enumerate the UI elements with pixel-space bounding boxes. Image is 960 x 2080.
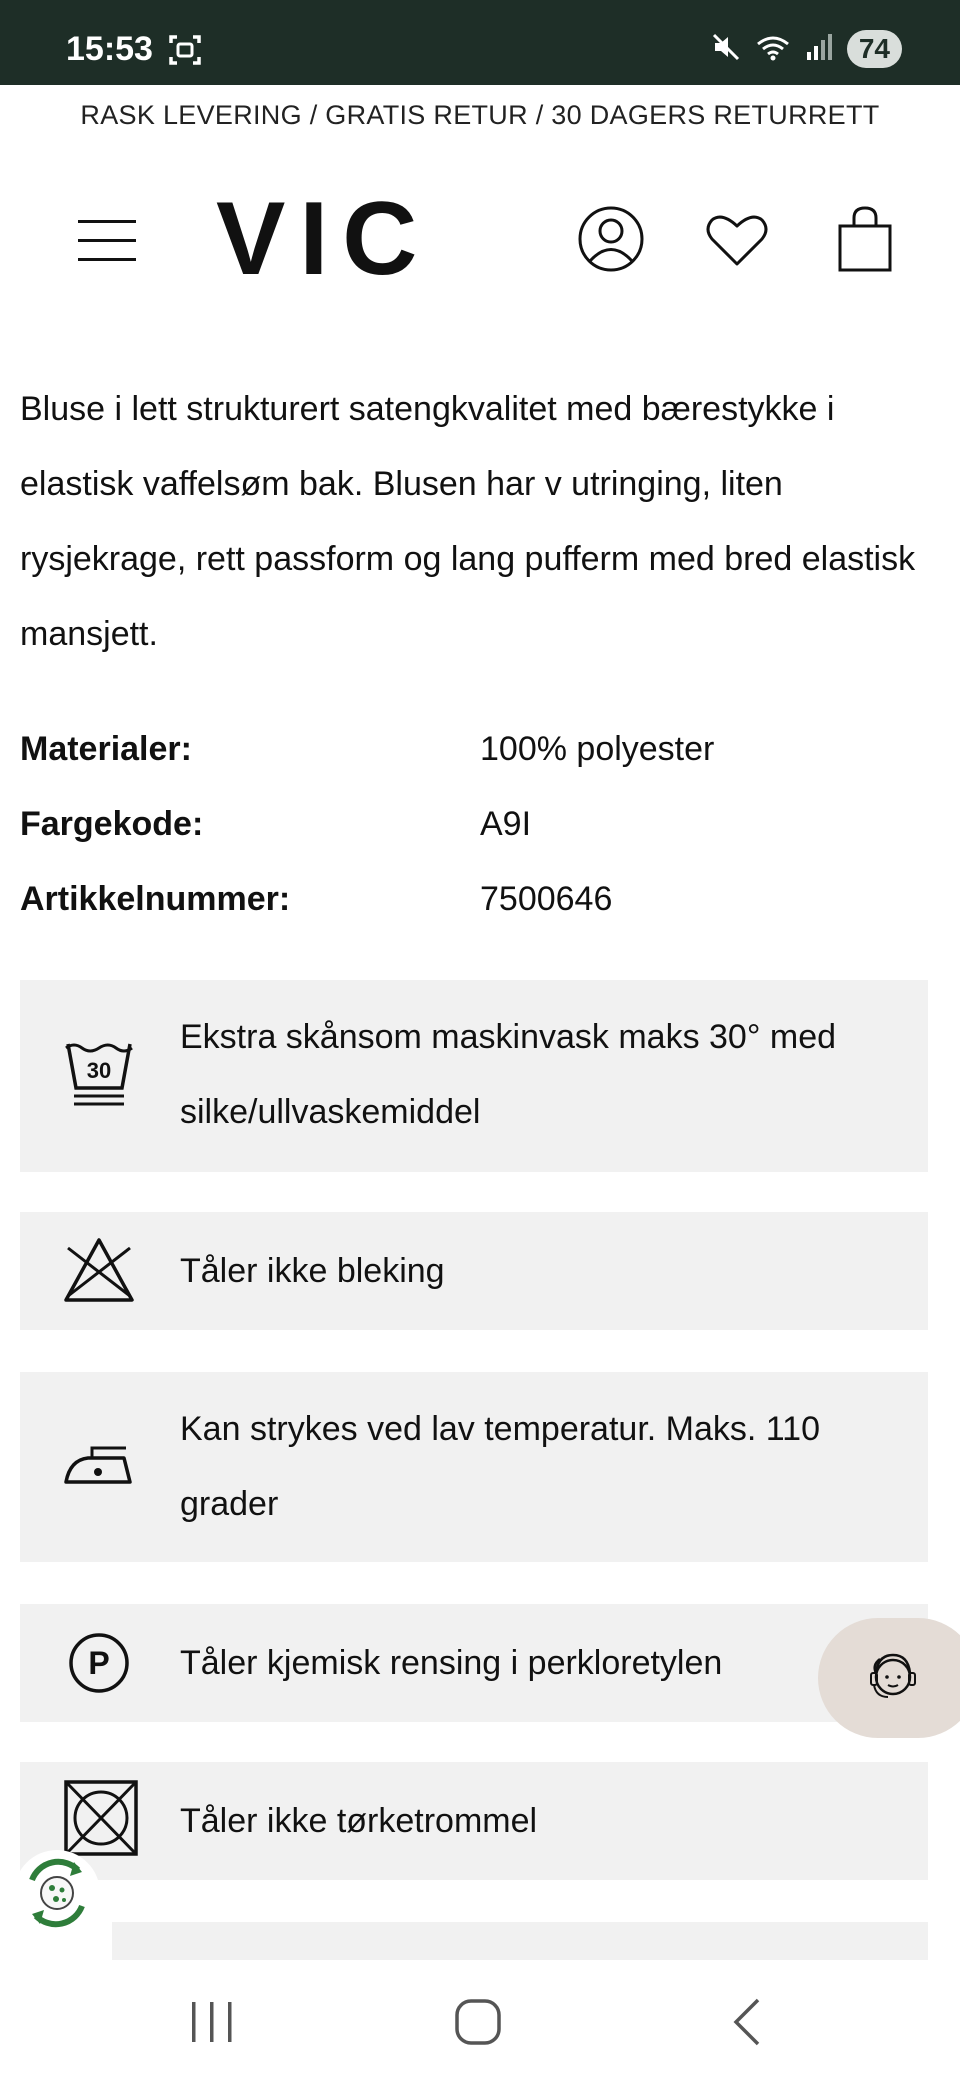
dry-clean-symbol: P	[88, 1645, 110, 1681]
product-description: Bluse i lett strukturert satengkvalitet med bærestykke i elastisk vaffelsøm bak. Blusen har v utringing, liten rysjekrage, rett passform og lang pufferm med bred elastisk mansjett.	[20, 390, 916, 653]
care-text: Kan strykes ved lav temperatur. Maks. 110 grader	[180, 1410, 820, 1523]
customer-service-chat-button[interactable]	[818, 1618, 960, 1738]
no-tumble-dry-icon	[62, 1778, 136, 1852]
recycle-icon	[14, 1850, 100, 1936]
eco-badge[interactable]	[14, 1850, 100, 1936]
product-specs	[20, 712, 940, 937]
support-agent-icon	[858, 1643, 928, 1713]
battery-indicator: 74	[847, 30, 902, 68]
spec-row-article-number	[20, 862, 940, 937]
care-text: Tåler ikke tørketrommel	[180, 1802, 538, 1840]
shopping-bag-icon	[830, 204, 900, 274]
care-item-next	[112, 1922, 928, 1962]
brand-logo[interactable]: VIC	[216, 181, 432, 297]
no-bleach-icon	[62, 1234, 136, 1308]
back-button[interactable]	[718, 1994, 778, 2050]
spec-value: 7500646	[480, 880, 613, 918]
care-item-bleach	[20, 1212, 928, 1330]
system-nav-bar	[0, 1960, 960, 2080]
wash-temp-label: 30	[86, 1058, 112, 1083]
wifi-icon	[755, 32, 791, 67]
wash-30-gentle-icon	[62, 1038, 136, 1112]
status-time: 15:53	[66, 30, 153, 68]
user-icon	[576, 204, 646, 274]
spec-row-color-code	[20, 787, 940, 862]
home-button[interactable]	[448, 1994, 508, 2050]
wishlist-button[interactable]	[702, 204, 772, 274]
dry-clean-p-icon	[62, 1626, 136, 1700]
site-header	[0, 180, 960, 300]
signal-icon	[805, 32, 833, 67]
mute-icon	[711, 32, 741, 67]
care-item-tumble-dry	[20, 1762, 928, 1880]
spec-value: 100% polyester	[480, 730, 715, 768]
care-text: Tåler kjemisk rensing i perkloretylen	[180, 1644, 723, 1682]
iron-low-icon	[62, 1430, 136, 1504]
spec-label: Materialer:	[20, 730, 192, 768]
home-icon	[448, 1994, 508, 2050]
cart-button[interactable]	[830, 204, 900, 274]
menu-button[interactable]	[78, 218, 138, 264]
care-item-dry-clean	[20, 1604, 928, 1722]
promo-banner: RASK LEVERING / GRATIS RETUR / 30 DAGERS RETURRETT	[80, 100, 880, 130]
account-button[interactable]	[576, 204, 646, 274]
care-item-iron	[20, 1372, 928, 1562]
spec-label: Artikkelnummer:	[20, 880, 291, 918]
recent-apps-button[interactable]	[182, 1994, 242, 2050]
spec-row-materials	[20, 712, 940, 787]
screenshot-icon	[168, 34, 202, 71]
status-bar	[0, 0, 960, 85]
spec-label: Fargekode:	[20, 805, 204, 843]
heart-icon	[702, 204, 772, 274]
care-item-wash	[20, 980, 928, 1172]
care-text: Ekstra skånsom maskinvask maks 30° med silke/ullvaskemiddel	[180, 1018, 837, 1131]
status-icons	[711, 30, 902, 68]
recent-apps-icon	[182, 1994, 242, 2050]
care-text: Tåler ikke bleking	[180, 1252, 445, 1290]
hamburger-icon	[78, 218, 138, 264]
back-chevron-icon	[718, 1994, 778, 2050]
spec-value: A9I	[480, 805, 532, 843]
